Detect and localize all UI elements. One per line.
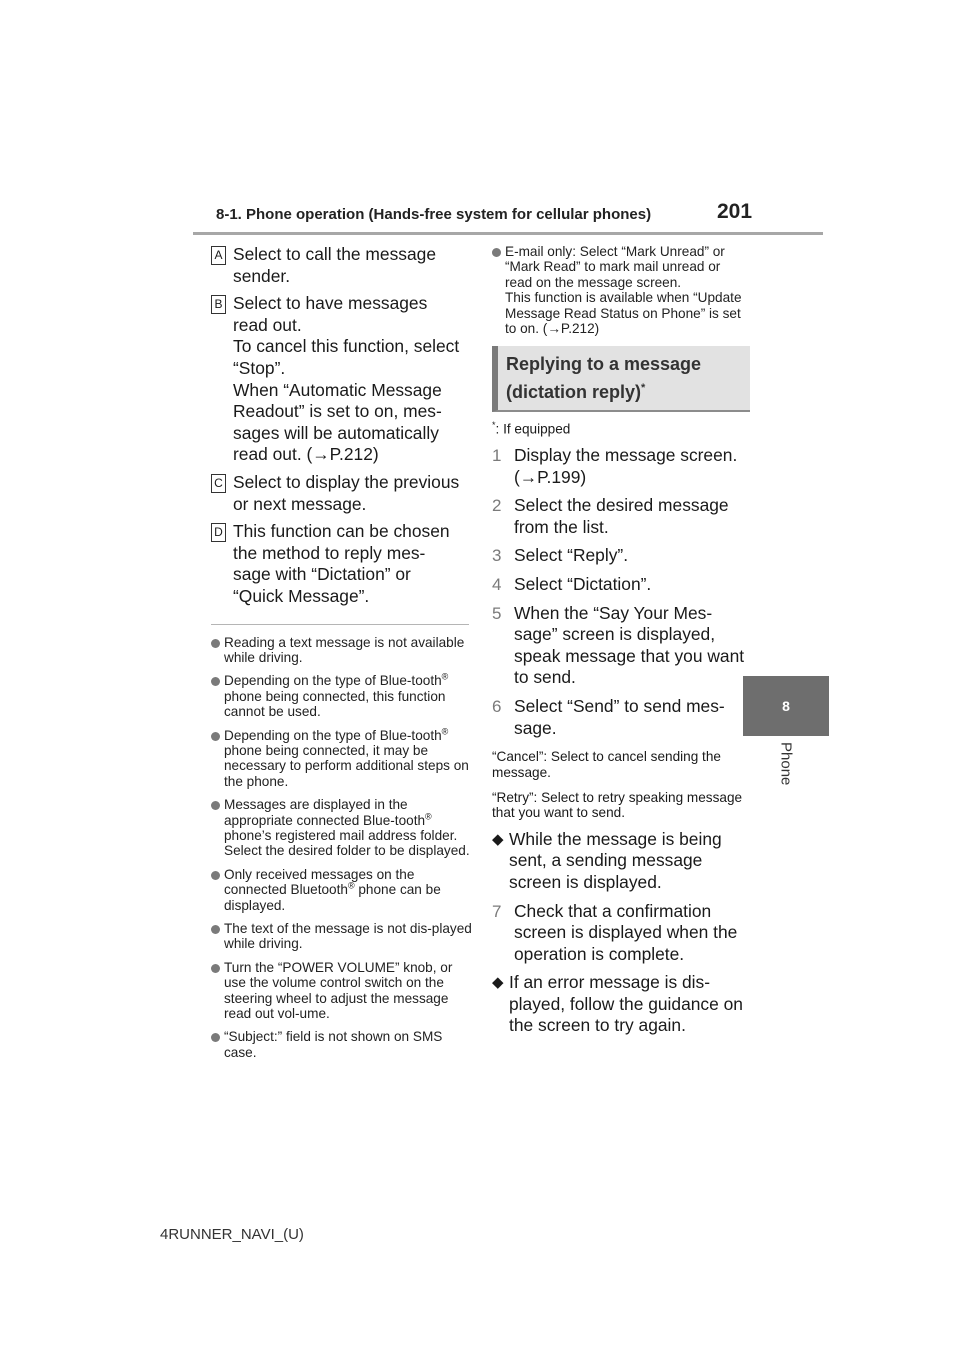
callout-letter-icon: A — [211, 246, 226, 265]
callout-line: “Stop”. — [233, 357, 286, 378]
callout-line: sage with “Dictation” or — [233, 564, 411, 585]
footer-code: 4RUNNER_NAVI_(U) — [160, 1226, 304, 1243]
note-item — [492, 244, 750, 336]
step-item — [492, 545, 750, 567]
callout-item — [211, 293, 473, 466]
step-text: Select the desired message from the list. — [514, 495, 729, 537]
step-number: 6 — [492, 696, 502, 716]
callout-line: Select to display the previous — [233, 471, 460, 492]
chapter-label: Phone — [777, 742, 795, 786]
callout-letter-icon: D — [211, 523, 226, 542]
footnote-mark: * — [492, 420, 496, 431]
note-list — [211, 635, 473, 1061]
note-item — [211, 728, 473, 790]
footnote — [492, 420, 750, 437]
note-text: Only received messages on the connected Bluetooth — [224, 866, 415, 898]
section-title: Replying to a message (dictation reply) — [506, 354, 702, 403]
note-text: “Subject:” field is not shown on SMS case. — [224, 1029, 443, 1060]
note-text: phone being connected, this function cannot be used. — [224, 688, 446, 720]
step-number: 3 — [492, 546, 502, 566]
callout-line: Readout” is set to on, mes- — [233, 401, 442, 422]
bullet-dot-icon — [211, 1033, 220, 1042]
callout-line: To cancel this function, select — [233, 336, 460, 357]
bullet-dot-icon — [211, 732, 220, 741]
registered-mark: ® — [347, 880, 355, 891]
registered-mark: ® — [425, 811, 432, 822]
callout-line: When “Automatic Message — [233, 379, 442, 400]
bullet-dot-icon — [211, 639, 220, 648]
callout-line: or next message. — [233, 493, 367, 514]
small-note-list — [492, 749, 750, 821]
callout-line: sages will be automatically — [233, 422, 439, 443]
callout-line: read out. — [233, 314, 302, 335]
note-text: Turn the “POWER VOLUME” knob, or use the volume control switch on the steering wheel to adjust the message read out vol-ume. — [224, 959, 453, 1022]
callout-line: Select to call the message — [233, 244, 436, 264]
callout-letter-icon: B — [211, 295, 226, 314]
step-item — [492, 901, 750, 966]
step-text: Select “Dictation”. — [514, 573, 652, 594]
step-text: Select “Send” to send mes-sage. — [514, 695, 725, 738]
header-title: 8-1. Phone operation (Hands-free system for cellular phones) — [216, 206, 652, 223]
step-number: 7 — [492, 901, 502, 921]
note-text: Depending on the type of Blue-tooth — [224, 727, 442, 743]
step-text: When the “Say Your Mes-sage” screen is displayed, speak message that you want to send. — [514, 602, 745, 688]
diamond-item — [492, 829, 750, 894]
step-list — [492, 445, 750, 739]
diamond-bullet-icon: ◆ — [492, 830, 504, 848]
small-note: “Retry”: Select to retry speaking message that you want to send. — [492, 789, 743, 821]
step-number: 4 — [492, 574, 502, 594]
step-text: Display the message screen. (→P.199) — [514, 444, 738, 487]
step-number: 2 — [492, 496, 502, 516]
note-text: E-mail only: Select “Mark Unread” or “Mark Read” to mark mail unread or read on the message screen. This function is available when “Update Message Read Status on Phone” is set to on. (→P.212) — [505, 244, 742, 337]
callout-line: sender. — [233, 265, 291, 286]
note-item — [211, 867, 473, 913]
footnote-text: : If equipped — [495, 421, 571, 437]
step-text: Check that a confirmation screen is displayed when the operation is complete. — [514, 900, 738, 964]
step-number: 5 — [492, 603, 502, 623]
right-column — [492, 244, 750, 1044]
note-text: Depending on the type of Blue-tooth — [224, 673, 442, 689]
step-item — [492, 574, 750, 596]
note-item — [211, 797, 473, 859]
note-text: phone being connected, it may be necessary to perform additional steps on the phone. — [224, 742, 469, 789]
callout-line: “Quick Message”. — [233, 585, 370, 606]
section-mark: * — [641, 382, 646, 395]
chapter-tab[interactable]: 8 — [743, 676, 829, 736]
note-text: Messages are displayed in the appropriate connected Blue-tooth — [224, 797, 426, 828]
step-number: 1 — [492, 445, 502, 465]
note-text: phone can be displayed. — [224, 882, 441, 913]
bullet-dot-icon — [211, 964, 220, 973]
callout-line: the method to reply mes- — [233, 542, 426, 563]
small-note: “Cancel”: Select to cancel sending the message. — [492, 749, 721, 780]
note-item — [211, 960, 473, 1022]
note-text: phone’s registered mail address folder. Select the desired folder to be displayed. — [224, 827, 470, 859]
diamond-item — [492, 972, 750, 1037]
diamond-bullet-icon: ◆ — [492, 974, 504, 992]
note-text: Reading a text message is not available while driving. — [224, 634, 465, 665]
callout-letter-icon: C — [211, 474, 226, 493]
section-heading — [492, 346, 750, 412]
note-item — [211, 1029, 473, 1060]
note-item — [211, 635, 473, 666]
diamond-text: While the message is being sent, a sending message screen is displayed. — [509, 828, 722, 892]
note-item — [211, 673, 473, 719]
callout-line: This function can be chosen — [233, 521, 450, 542]
step-item — [492, 603, 750, 689]
note-text: The text of the message is not dis-played while driving. — [224, 921, 472, 952]
registered-mark: ® — [441, 726, 449, 736]
callout-item — [211, 472, 473, 515]
step-text: Select “Reply”. — [514, 545, 629, 566]
callout-item — [211, 244, 473, 287]
bullet-dot-icon — [492, 248, 501, 257]
bullet-dot-icon — [211, 925, 220, 934]
step-item — [492, 445, 750, 488]
bullet-dot-icon — [211, 801, 220, 810]
step-item — [492, 696, 750, 739]
left-column — [211, 244, 473, 1068]
page-number: 201 — [717, 200, 753, 223]
divider — [211, 624, 469, 625]
step-item — [492, 495, 750, 538]
callout-line: read out. (→P.212) — [233, 444, 379, 465]
callout-item — [211, 521, 473, 607]
bullet-dot-icon — [211, 677, 220, 686]
header-rule — [193, 232, 823, 235]
callout-line: Select to have messages — [233, 293, 428, 314]
diamond-text: If an error message is dis-played, follow the guidance on the screen to try again. — [509, 972, 743, 1036]
registered-mark: ® — [441, 671, 449, 682]
bullet-dot-icon — [211, 871, 220, 880]
note-item — [211, 921, 473, 952]
callout-list — [211, 244, 473, 608]
